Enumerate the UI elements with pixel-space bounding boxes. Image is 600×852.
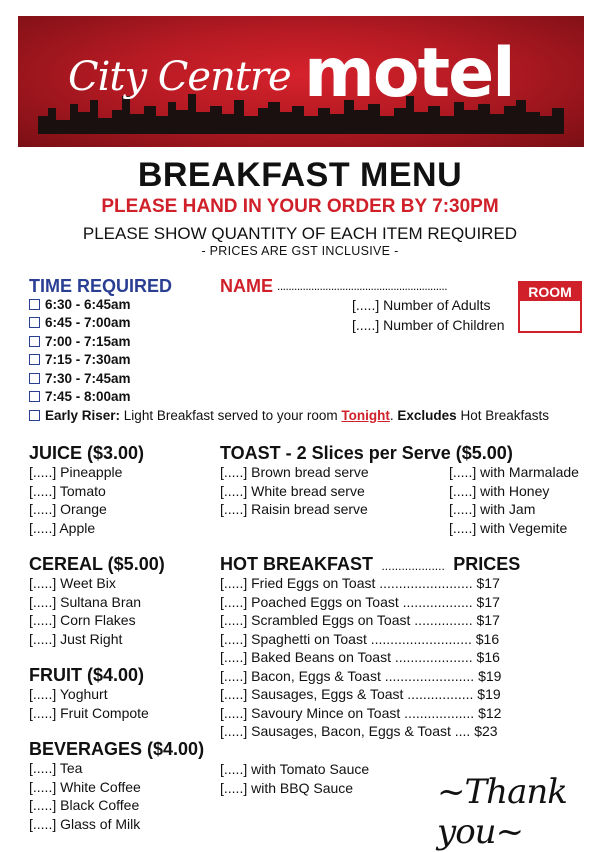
list-item[interactable]: [.....] with BBQ Sauce (220, 779, 354, 796)
list-item[interactable]: [.....] Fried Eggs on Toast ........................ $17 (220, 575, 500, 591)
list-item[interactable]: [.....] Sausages, Bacon, Eggs & Toast .... $23 (220, 723, 498, 739)
list-item[interactable]: [.....] Sultana Bran (29, 593, 142, 610)
list-item[interactable]: [.....] Apple (29, 519, 96, 536)
list-item[interactable]: [.....] Poached Eggs on Toast .................. $17 (220, 593, 500, 610)
juice-list (29, 463, 122, 537)
prices-heading: PRICES (453, 554, 521, 574)
thank-you-signature: ~Thank you~ (437, 772, 567, 852)
hot-breakfast-heading: HOT BREAKFAST (220, 554, 373, 574)
gst-note: - PRICES ARE GST INCLUSIVE - (201, 244, 399, 258)
toast-bread-list (220, 463, 369, 519)
checkbox-icon[interactable] (29, 391, 40, 402)
list-item[interactable]: [.....] with Honey (449, 482, 550, 499)
list-item[interactable]: [.....] Yoghurt (29, 686, 108, 702)
hot-breakfast-header (220, 554, 520, 575)
list-item[interactable]: [.....] Scrambled Eggs on Toast ............... $17 (220, 612, 500, 628)
tonight-emphasis: Tonight (341, 407, 390, 423)
quantity-instruction: PLEASE SHOW QUANTITY OF EACH ITEM REQUIRED (82, 224, 518, 243)
checkbox-icon[interactable] (29, 373, 40, 384)
logo-city-centre-text: City Centre (68, 54, 291, 100)
fruit-heading: FRUIT ($4.00) (29, 665, 145, 685)
sauce-list (220, 760, 369, 797)
beverages-list (29, 759, 141, 833)
time-slot[interactable] (29, 369, 549, 388)
early-riser-option[interactable] (29, 406, 549, 425)
time-slot-label: 7:30 - 7:45am (45, 370, 131, 386)
list-item[interactable]: [.....] with Vegemite (449, 519, 568, 536)
list-item[interactable]: [.....] Pineapple (29, 464, 123, 480)
fruit-list (29, 685, 149, 722)
time-required-heading: TIME REQUIRED (29, 276, 173, 296)
list-item[interactable]: [.....] Glass of Milk (29, 815, 141, 832)
checkbox-icon[interactable] (29, 336, 40, 347)
heading-dots: ................... (381, 559, 445, 573)
early-riser-separator: . (389, 407, 398, 423)
room-number-box[interactable] (518, 281, 582, 333)
early-riser-label: Early Riser: (45, 407, 121, 423)
time-slot-label: 6:30 - 6:45am (45, 296, 131, 312)
early-riser-text: Light Breakfast served to your room (120, 407, 342, 423)
checkbox-icon[interactable] (29, 410, 40, 421)
beverages-heading: BEVERAGES ($4.00) (29, 739, 205, 759)
checkbox-icon[interactable] (29, 354, 40, 365)
list-item[interactable]: [.....] Tea (29, 760, 83, 776)
toast-spread-list (449, 463, 579, 537)
logo-motel-text: motel (304, 34, 514, 113)
cereal-heading: CEREAL ($5.00) (29, 554, 165, 574)
toast-heading: TOAST - 2 Slices per Serve ($5.00) (220, 443, 513, 463)
list-item[interactable]: [.....] Brown bread serve (220, 464, 369, 480)
excludes-label: Excludes (397, 407, 457, 423)
time-slot[interactable] (29, 351, 549, 370)
list-item[interactable]: [.....] Spaghetti on Toast .......................... $16 (220, 630, 500, 647)
list-item[interactable]: [.....] Just Right (29, 630, 123, 647)
checkbox-icon[interactable] (29, 317, 40, 328)
room-label: ROOM (520, 283, 580, 301)
name-field[interactable]: ............................................................ (277, 279, 448, 293)
time-slot[interactable] (29, 388, 549, 407)
list-item[interactable]: [.....] Corn Flakes (29, 612, 136, 628)
list-item[interactable]: [.....] Savoury Mince on Toast .................. $12 (220, 704, 502, 721)
list-item[interactable]: [.....] White Coffee (29, 778, 141, 795)
adults-count-field[interactable]: [.....] Number of Adults (352, 297, 491, 313)
order-deadline-notice: PLEASE HAND IN YOUR ORDER BY 7:30PM (101, 196, 499, 217)
hot-breakfast-list (220, 574, 501, 741)
time-slot-label: 7:45 - 8:00am (45, 389, 131, 405)
list-item[interactable]: [.....] Fruit Compote (29, 704, 149, 721)
list-item[interactable]: [.....] Raisin bread serve (220, 501, 368, 517)
list-item[interactable]: [.....] Tomato (29, 482, 106, 499)
list-item[interactable]: [.....] White bread serve (220, 482, 365, 499)
name-label: NAME (220, 276, 273, 296)
list-item[interactable]: [.....] Orange (29, 501, 107, 517)
list-item[interactable]: [.....] with Jam (449, 501, 536, 517)
list-item[interactable]: [.....] with Marmalade (449, 464, 579, 480)
time-slot-label: 7:15 - 7:30am (45, 352, 131, 368)
list-item[interactable]: [.....] Sausages, Eggs & Toast ................. $19 (220, 686, 501, 702)
time-slot-label: 6:45 - 7:00am (45, 315, 131, 331)
page-title: BREAKFAST MENU (137, 156, 463, 194)
early-riser-suffix: Hot Breakfasts (456, 407, 549, 423)
cereal-list (29, 574, 141, 648)
list-item[interactable]: [.....] Weet Bix (29, 575, 116, 591)
list-item[interactable]: [.....] Baked Beans on Toast .................... $16 (220, 649, 500, 665)
list-item[interactable]: [.....] with Tomato Sauce (220, 761, 370, 777)
juice-heading: JUICE ($3.00) (29, 443, 145, 463)
list-item[interactable]: [.....] Bacon, Eggs & Toast ....................... $19 (220, 667, 502, 684)
list-item[interactable]: [.....] Black Coffee (29, 797, 140, 813)
motel-logo-banner (18, 16, 584, 147)
time-slot-label: 7:00 - 7:15am (45, 333, 131, 349)
children-count-field[interactable]: [.....] Number of Children (352, 317, 505, 333)
time-slot[interactable] (29, 332, 549, 351)
checkbox-icon[interactable] (29, 299, 40, 310)
